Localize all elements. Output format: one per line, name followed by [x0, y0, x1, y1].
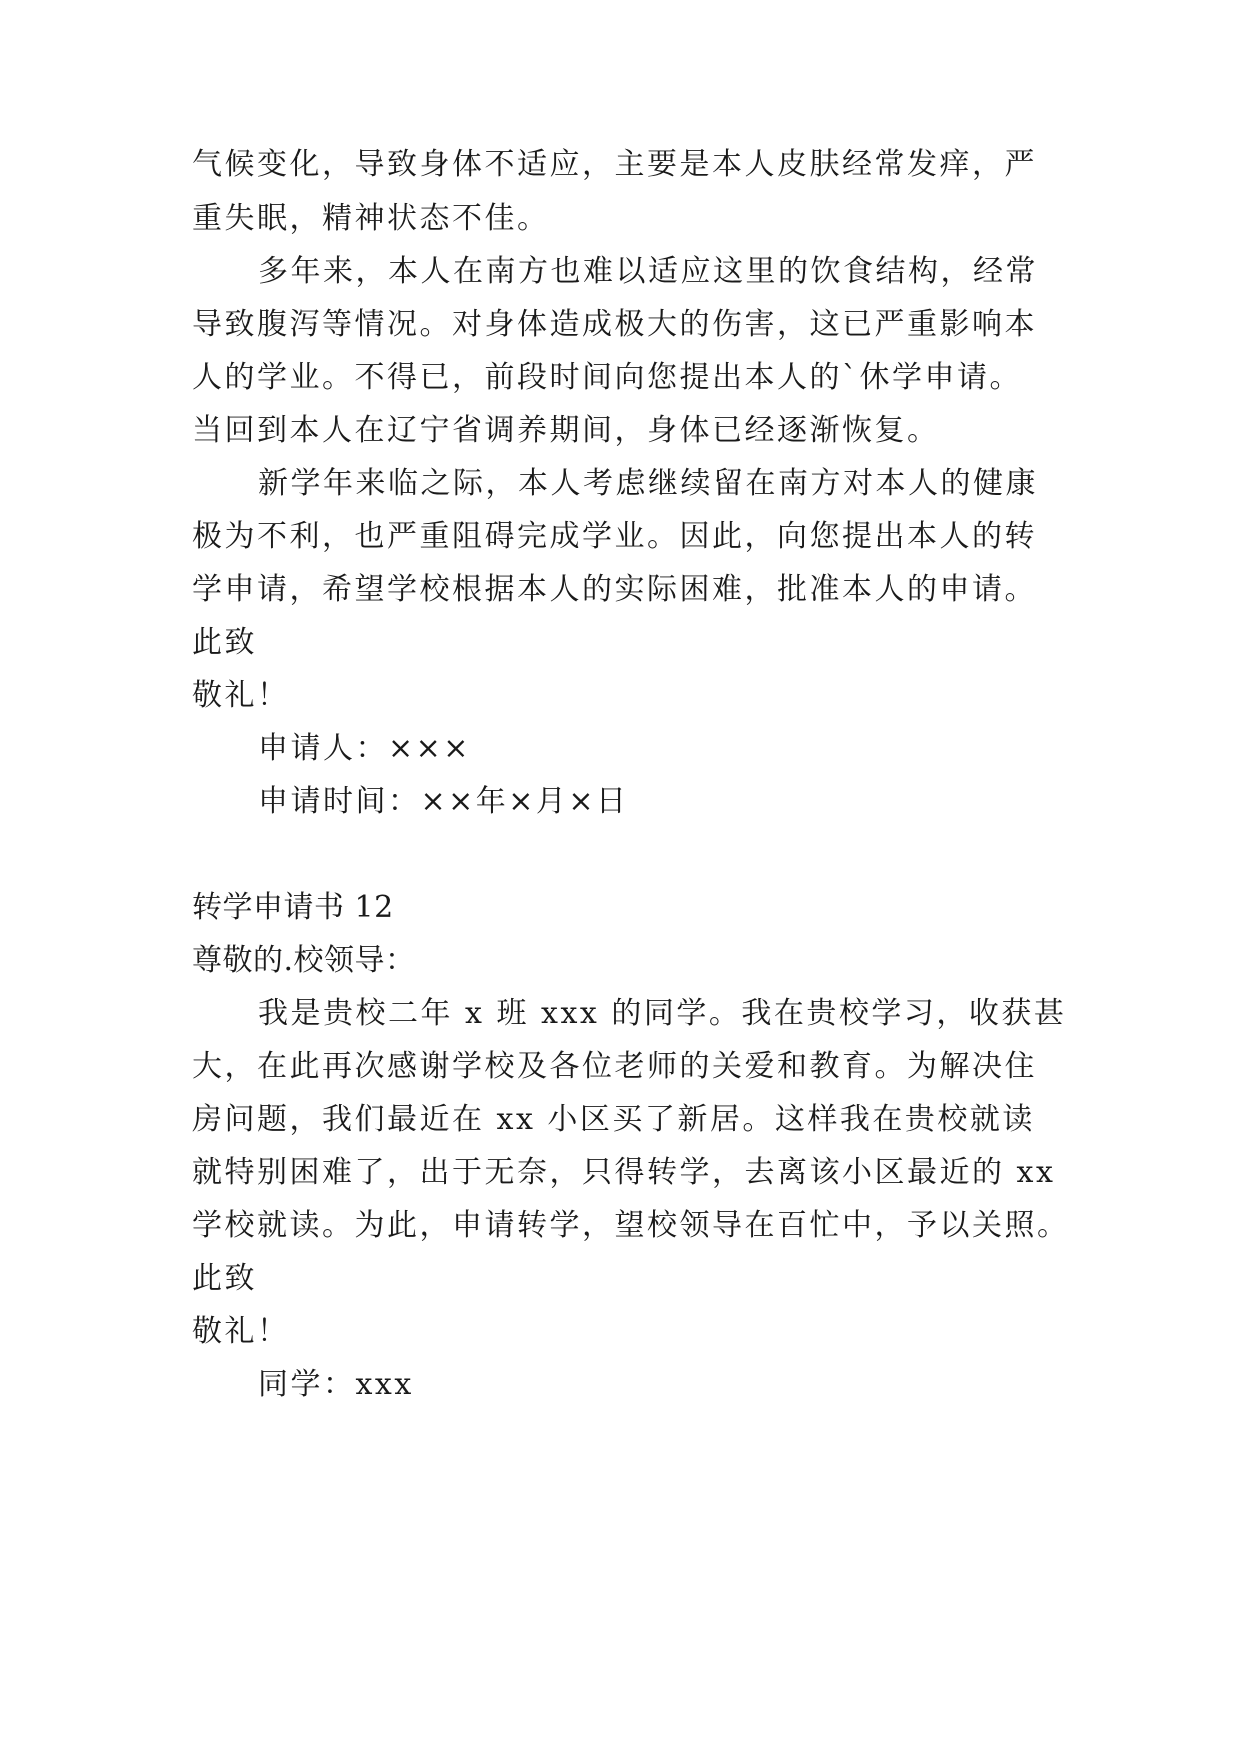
letter2-body-line1: 我是贵校二年 x 班 xxx 的同学。我在贵校学习，收获甚 — [258, 996, 1067, 1031]
letter2-salutation: 尊敬的.校领导： — [192, 943, 416, 978]
letter1-para3-line3: 学申请，希望学校根据本人的实际困难，批准本人的申请。 — [192, 572, 1037, 607]
letter1-para2-line4: 当回到本人在辽宁省调养期间，身体已经逐渐恢复。 — [192, 413, 940, 448]
letter1-para2-line2: 导致腹泻等情况。对身体造成极大的伤害，这已严重影响本 — [192, 307, 1037, 342]
letter1-para3-line1: 新学年来临之际，本人考虑继续留在南方对本人的健康 — [258, 466, 1038, 501]
letter2-body-line4: 就特别困难了，出于无奈，只得转学，去离该小区最近的 xx — [192, 1155, 1056, 1190]
letter2-body-line5: 学校就读。为此，申请转学，望校领导在百忙中，予以关照。 — [192, 1208, 1070, 1243]
letter1-para1-line1: 气候变化，导致身体不适应，主要是本人皮肤经常发痒，严 — [192, 147, 1037, 182]
letter2-closing-cizhi: 此致 — [192, 1261, 257, 1296]
letter1-closing-jingli: 敬礼！ — [192, 678, 290, 713]
letter1-date: 申请时间：××年×月×日 — [258, 784, 629, 819]
letter2-body-line2: 大，在此再次感谢学校及各位老师的关爱和教育。为解决住 — [192, 1049, 1037, 1084]
letter1-para1-line2: 重失眠，精神状态不佳。 — [192, 201, 550, 236]
letter1-closing-cizhi: 此致 — [192, 625, 257, 660]
letter1-para3-line2: 极为不利，也严重阻碍完成学业。因此，向您提出本人的转 — [192, 519, 1037, 554]
letter1-para2-line1: 多年来，本人在南方也难以适应这里的饮食结构，经常 — [258, 254, 1038, 289]
letter2-title: 转学申请书 12 — [192, 890, 394, 925]
letter1-para2-line3: 人的学业。不得已，前段时间向您提出本人的`休学申请。 — [192, 360, 1022, 395]
letter2-signature: 同学：xxx — [258, 1367, 414, 1402]
letter2-body-line3: 房问题，我们最近在 xx 小区买了新居。这样我在贵校就读 — [192, 1102, 1035, 1137]
letter2-closing-jingli: 敬礼！ — [192, 1314, 290, 1349]
letter1-applicant: 申请人：××× — [258, 731, 471, 766]
